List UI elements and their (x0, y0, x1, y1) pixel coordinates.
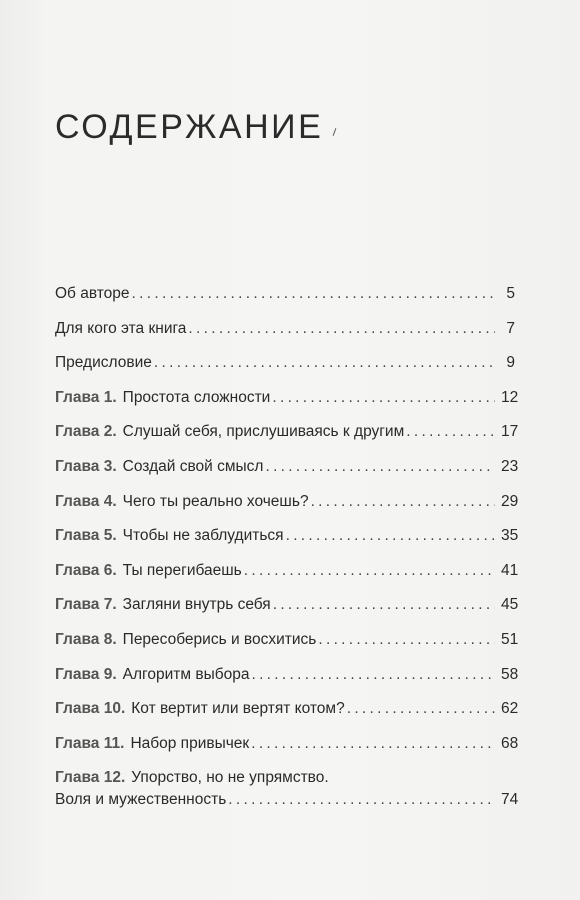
toc-entry-chapter-2[interactable] (55, 421, 519, 456)
toc-chapter-label: Глава 3. (55, 457, 117, 475)
toc-chapter-label: Глава 12. (55, 769, 126, 787)
toc-entry-title: Пересоберись и восхитись (122, 630, 317, 648)
toc-entry-title: Чего ты реально хочешь? (122, 492, 309, 510)
toc-entry-title: Предисловие (55, 354, 152, 372)
toc-entry-chapter-9[interactable] (55, 664, 519, 699)
toc-entry-chapter-10[interactable] (55, 698, 519, 733)
dot-leader (347, 698, 495, 720)
toc-entry-page: 35 (501, 527, 519, 545)
toc-entry-chapter-1[interactable] (55, 387, 519, 422)
toc-entry-audience[interactable] (55, 318, 515, 353)
toc-entry-title: Слушай себя, прислушиваясь к другим (122, 423, 405, 441)
toc-entry-title: Кот вертит или вертят котом? (131, 700, 345, 718)
toc-entry-chapter-4[interactable] (55, 491, 519, 526)
toc-chapter-label: Глава 4. (55, 492, 117, 510)
toc-entry-title: Алгоритм выбора (122, 665, 250, 683)
dot-leader (272, 387, 495, 409)
toc-entry-chapter-12[interactable] (55, 767, 519, 815)
toc-entry-title: Для кого эта книга (55, 319, 187, 337)
toc-chapter-label: Глава 9. (55, 665, 117, 683)
dot-leader (251, 664, 495, 686)
toc-entry-page: 5 (506, 285, 515, 302)
toc-entry-title: Упорство, но не упрямство. (131, 769, 329, 787)
toc-entry-title: Загляни внутрь себя (122, 596, 271, 614)
dot-leader (286, 525, 495, 547)
toc-entry-page: 7 (506, 319, 515, 337)
toc-chapter-label: Глава 8. (55, 630, 117, 648)
dot-leader (188, 318, 495, 340)
table-of-contents (55, 283, 519, 815)
toc-chapter-label: Глава 11. (55, 734, 125, 752)
toc-chapter-label: Глава 5. (55, 527, 117, 545)
toc-entry-page: 29 (501, 492, 519, 510)
toc-chapter-label: Глава 7. (55, 596, 117, 614)
dot-leader (244, 560, 495, 582)
dot-leader (406, 421, 495, 443)
toc-entry-about-author[interactable] (55, 283, 515, 318)
toc-entry-page: 68 (501, 734, 519, 752)
toc-entry-page: 9 (506, 354, 515, 372)
toc-entry-page: 45 (501, 596, 519, 614)
dot-leader (132, 283, 495, 305)
dot-leader (265, 456, 495, 478)
toc-entry-page: 12 (501, 388, 519, 406)
pen-mark (333, 128, 337, 136)
toc-entry-title: Об авторе (55, 285, 130, 302)
toc-chapter-label: Глава 2. (55, 423, 117, 441)
dot-leader (154, 352, 495, 374)
toc-chapter-label: Глава 10. (55, 700, 126, 718)
toc-entry-page: 74 (501, 791, 519, 809)
dot-leader (251, 733, 495, 755)
dot-leader (311, 491, 495, 513)
toc-entry-title: Создай свой смысл (122, 457, 264, 475)
page-title: СОДЕРЖАНИЕ (55, 108, 324, 146)
toc-entry-chapter-3[interactable] (55, 456, 519, 491)
toc-entry-preface[interactable] (55, 352, 515, 387)
toc-entry-title: Простота сложности (122, 388, 271, 406)
dot-leader (318, 629, 495, 651)
toc-entry-title: Ты перегибаешь (122, 561, 242, 579)
toc-chapter-label: Глава 1. (55, 388, 117, 406)
toc-entry-page: 23 (501, 457, 519, 475)
toc-entry-chapter-5[interactable] (55, 525, 519, 560)
toc-chapter-label: Глава 6. (55, 561, 117, 579)
toc-entry-chapter-6[interactable] (55, 560, 519, 595)
toc-entry-chapter-8[interactable] (55, 629, 519, 664)
toc-entry-page: 58 (501, 665, 519, 683)
toc-entry-title: Чтобы не заблудиться (122, 527, 284, 545)
toc-entry-chapter-7[interactable] (55, 594, 519, 629)
toc-entry-page: 51 (501, 630, 519, 648)
toc-entry-chapter-11[interactable] (55, 733, 519, 768)
dot-leader (273, 594, 495, 616)
toc-entry-title: Набор привычек (130, 734, 250, 752)
toc-entry-page: 62 (501, 700, 519, 718)
toc-entry-page: 17 (501, 423, 519, 441)
toc-entry-title-line2: Воля и мужественность (55, 791, 227, 809)
toc-entry-page: 41 (501, 561, 519, 579)
dot-leader (228, 789, 495, 811)
